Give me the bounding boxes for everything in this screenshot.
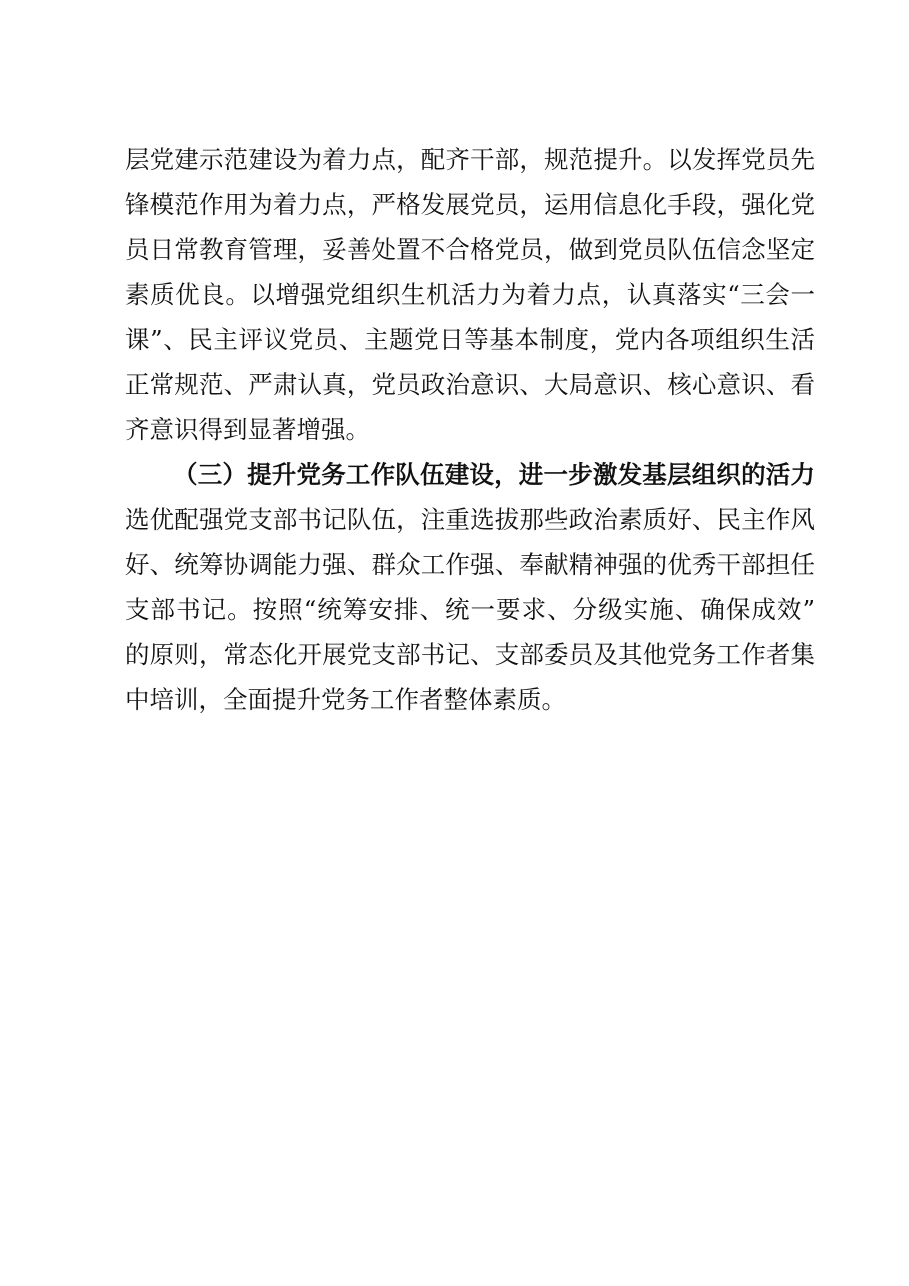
section-heading: （三）提升党务工作队伍建设，进一步激发基层组织的活力 <box>173 460 815 489</box>
paragraph-line: 支部书记。按照“统筹安排、统一要求、分级实施、确保成效” <box>125 595 815 624</box>
paragraph-line: 好、统筹协调能力强、群众工作强、奉献精神强的优秀干部担任 <box>125 550 815 579</box>
paragraph-line: 素质优良。以增强党组织生机活力为着力点，认真落实“三会一 <box>125 280 815 309</box>
paragraph-line: 中培训，全面提升党务工作者整体素质。 <box>125 685 566 714</box>
paragraph-line: 锋模范作用为着力点，严格发展党员，运用信息化手段，强化党 <box>125 190 815 219</box>
paragraph-line: 的原则，常态化开展党支部书记、支部委员及其他党务工作者集 <box>125 640 815 669</box>
paragraph-line: 齐意识得到显著增强。 <box>125 415 370 444</box>
paragraph-line: 正常规范、严肃认真，党员政治意识、大局意识、核心意识、看 <box>125 370 815 399</box>
paragraph-line: 员日常教育管理，妥善处置不合格党员，做到党员队伍信念坚定 <box>125 235 815 264</box>
document-body <box>125 137 815 722</box>
paragraph-line: 课”、民主评议党员、主题党日等基本制度，党内各项组织生活 <box>125 325 815 354</box>
paragraph-line: 层党建示范建设为着力点，配齐干部，规范提升。以发挥党员先 <box>125 145 815 174</box>
paragraph-line: 选优配强党支部书记队伍，注重选拔那些政治素质好、民主作风 <box>125 505 815 534</box>
